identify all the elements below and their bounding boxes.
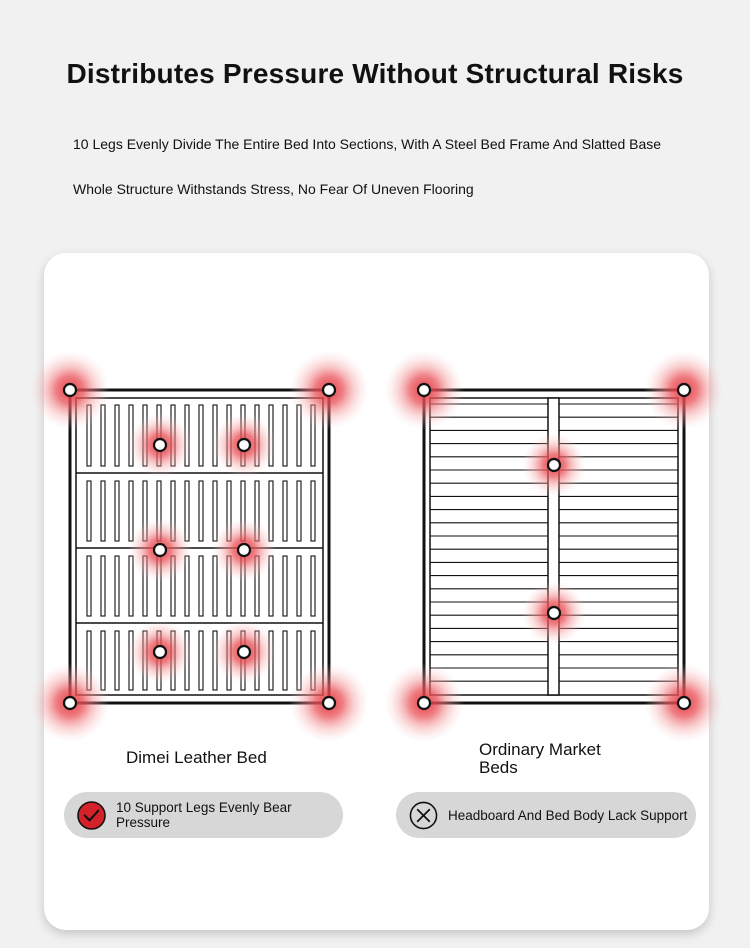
description-line-1: 10 Legs Evenly Divide The Entire Bed Into Sections, With A Steel Bed Frame And Slatted Base [73,136,662,152]
right-bed-badge-text: Headboard And Bed Body Lack Support [448,807,688,823]
right-bed-caption: Ordinary Market Beds [479,740,601,777]
description-line-2: Whole Structure Withstands Stress, No Fear Of Uneven Flooring [73,181,474,197]
left-bed-caption: Dimei Leather Bed [126,748,267,767]
x-circle-icon [409,801,438,830]
right-bed-badge [396,792,696,838]
page-title: Distributes Pressure Without Structural Risks [66,58,684,89]
check-circle-icon [77,801,106,830]
left-bed-badge [64,792,343,838]
left-bed-badge-text: 10 Support Legs Evenly Bear Pressure [116,800,292,830]
